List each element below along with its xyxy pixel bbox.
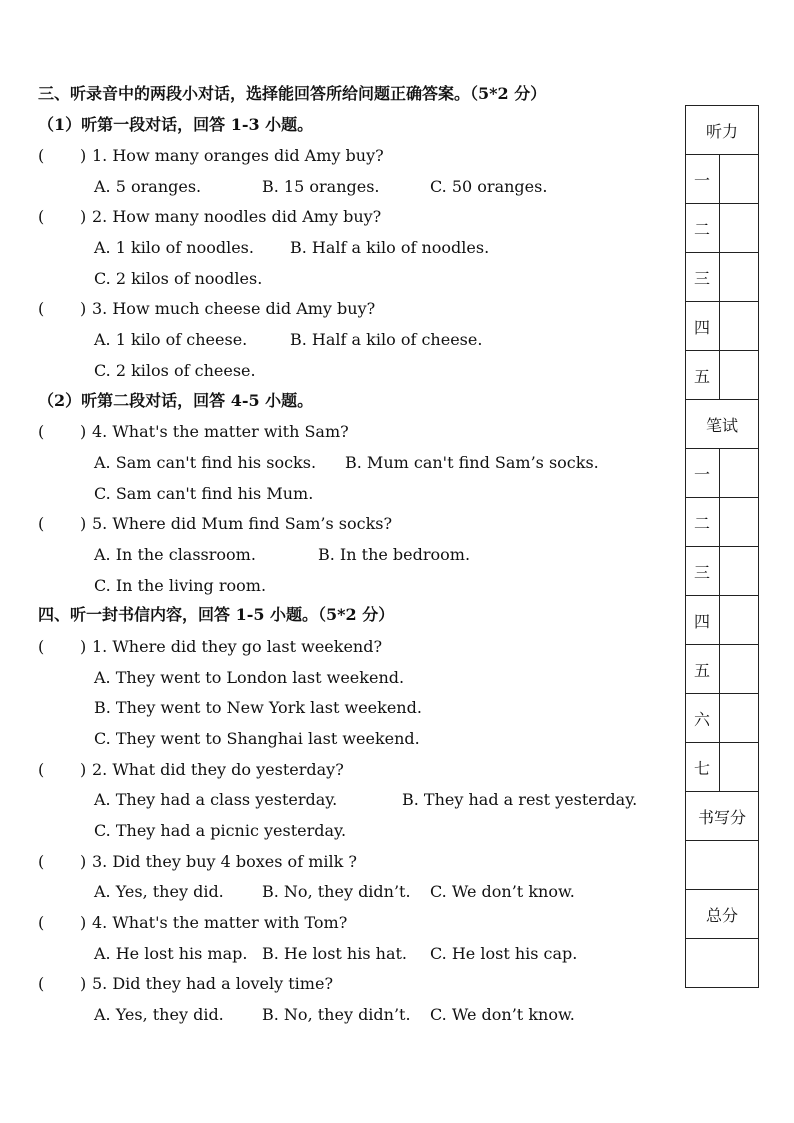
option-c: C. In the living room. [94, 576, 267, 595]
option-a: A. 1 kilo of noodles. [94, 238, 254, 257]
question-stem: 4. What's the matter with Sam? [92, 422, 349, 441]
option-b: B. No, they didn’t. [262, 882, 411, 901]
option-a: A. Yes, they did. [94, 1005, 224, 1024]
score-header-written: 笔试 [686, 400, 759, 449]
score-row [686, 155, 759, 204]
score-header-writing: 书写分 [686, 792, 759, 841]
score-cell [720, 645, 758, 693]
score-row-label: 四 [686, 596, 720, 644]
section3-heading: 三、听录音中的两段小对话，选择能回答所给问题正确答案。（5*2 分） [38, 84, 547, 103]
answer-blank-close: ) [80, 207, 87, 226]
option-a: A. 1 kilo of cheese. [94, 330, 248, 349]
answer-blank-open: ( [38, 913, 45, 932]
option-b: B. 15 oranges. [262, 177, 380, 196]
answer-blank-open: ( [38, 146, 45, 165]
question-stem: 1. How many oranges did Amy buy? [92, 146, 384, 165]
score-row [686, 694, 759, 743]
score-cell [720, 204, 758, 252]
answer-blank-open: ( [38, 207, 45, 226]
option-c: C. We don’t know. [430, 1005, 575, 1024]
option-b: B. He lost his hat. [262, 944, 407, 963]
answer-blank-close: ) [80, 514, 87, 533]
answer-blank-close: ) [80, 146, 87, 165]
answer-blank-close: ) [80, 637, 87, 656]
section3-part2-heading: （2）听第二段对话，回答 4-5 小题。 [38, 391, 314, 410]
score-row [686, 351, 759, 400]
score-row [686, 302, 759, 351]
score-row [686, 645, 759, 694]
score-cell [720, 694, 758, 742]
score-row-label: 四 [686, 302, 720, 350]
score-row-label: 三 [686, 253, 720, 301]
score-cell [720, 449, 758, 497]
answer-blank-close: ) [80, 852, 87, 871]
option-a: A. 5 oranges. [94, 177, 202, 196]
score-row [686, 547, 759, 596]
score-row-label: 二 [686, 498, 720, 546]
option-a: A. Yes, they did. [94, 882, 224, 901]
answer-blank-open: ( [38, 299, 45, 318]
section4-heading: 四、听一封书信内容，回答 1-5 小题。（5*2 分） [38, 605, 395, 624]
question-stem: 1. Where did they go last weekend? [92, 637, 383, 656]
score-row [686, 204, 759, 253]
score-table [685, 105, 759, 988]
score-cell [720, 498, 758, 546]
section3-part1-heading: （1）听第一段对话，回答 1-3 小题。 [38, 115, 314, 134]
answer-blank-open: ( [38, 760, 45, 779]
option-c: C. They went to Shanghai last weekend. [94, 729, 420, 748]
score-row-label: 五 [686, 351, 720, 399]
option-c: C. Sam can't find his Mum. [94, 484, 314, 503]
answer-blank-open: ( [38, 852, 45, 871]
score-cell [720, 155, 758, 203]
score-row-label: 一 [686, 155, 720, 203]
score-row [686, 449, 759, 498]
question-stem: 3. How much cheese did Amy buy? [92, 299, 376, 318]
score-cell [720, 547, 758, 595]
option-c: C. He lost his cap. [430, 944, 578, 963]
option-c: C. 2 kilos of noodles. [94, 269, 263, 288]
option-b: B. They had a rest yesterday. [402, 790, 638, 809]
question-stem: 2. How many noodles did Amy buy? [92, 207, 382, 226]
option-c: C. They had a picnic yesterday. [94, 821, 347, 840]
answer-blank-close: ) [80, 299, 87, 318]
option-b: B. In the bedroom. [318, 545, 471, 564]
score-cell [720, 596, 758, 644]
answer-blank-close: ) [80, 422, 87, 441]
score-cell [720, 743, 758, 791]
question-stem: 5. Did they had a lovely time? [92, 974, 334, 993]
score-header-total: 总分 [686, 890, 759, 939]
score-cell-writing [686, 841, 759, 890]
question-stem: 5. Where did Mum find Sam’s socks? [92, 514, 393, 533]
score-row-label: 五 [686, 645, 720, 693]
question-stem: 4. What's the matter with Tom? [92, 913, 348, 932]
answer-blank-open: ( [38, 637, 45, 656]
option-b: B. Half a kilo of cheese. [290, 330, 483, 349]
score-row-label: 三 [686, 547, 720, 595]
answer-blank-open: ( [38, 514, 45, 533]
option-c: C. 50 oranges. [430, 177, 548, 196]
score-row [686, 743, 759, 792]
option-b: B. Mum can't find Sam’s socks. [345, 453, 599, 472]
option-b: B. Half a kilo of noodles. [290, 238, 490, 257]
question-stem: 2. What did they do yesterday? [92, 760, 344, 779]
option-c: C. We don’t know. [430, 882, 575, 901]
option-b: B. They went to New York last weekend. [94, 698, 422, 717]
answer-blank-close: ) [80, 913, 87, 932]
answer-blank-close: ) [80, 974, 87, 993]
option-a: A. They had a class yesterday. [94, 790, 338, 809]
option-c: C. 2 kilos of cheese. [94, 361, 256, 380]
score-row [686, 253, 759, 302]
option-a: A. In the classroom. [94, 545, 256, 564]
score-row-label: 一 [686, 449, 720, 497]
score-row-label: 六 [686, 694, 720, 742]
question-stem: 3. Did they buy 4 boxes of milk ? [92, 852, 357, 871]
score-row [686, 596, 759, 645]
answer-blank-open: ( [38, 974, 45, 993]
option-a: A. Sam can't find his socks. [94, 453, 317, 472]
option-b: B. No, they didn’t. [262, 1005, 411, 1024]
score-cell-total [686, 939, 759, 988]
score-row-label: 二 [686, 204, 720, 252]
score-cell [720, 302, 758, 350]
score-row-label: 七 [686, 743, 720, 791]
score-cell [720, 253, 758, 301]
score-header-listening: 听力 [686, 106, 759, 155]
option-a: A. He lost his map. [94, 944, 248, 963]
option-a: A. They went to London last weekend. [94, 668, 405, 687]
score-cell [720, 351, 758, 399]
answer-blank-close: ) [80, 760, 87, 779]
answer-blank-open: ( [38, 422, 45, 441]
score-row [686, 498, 759, 547]
